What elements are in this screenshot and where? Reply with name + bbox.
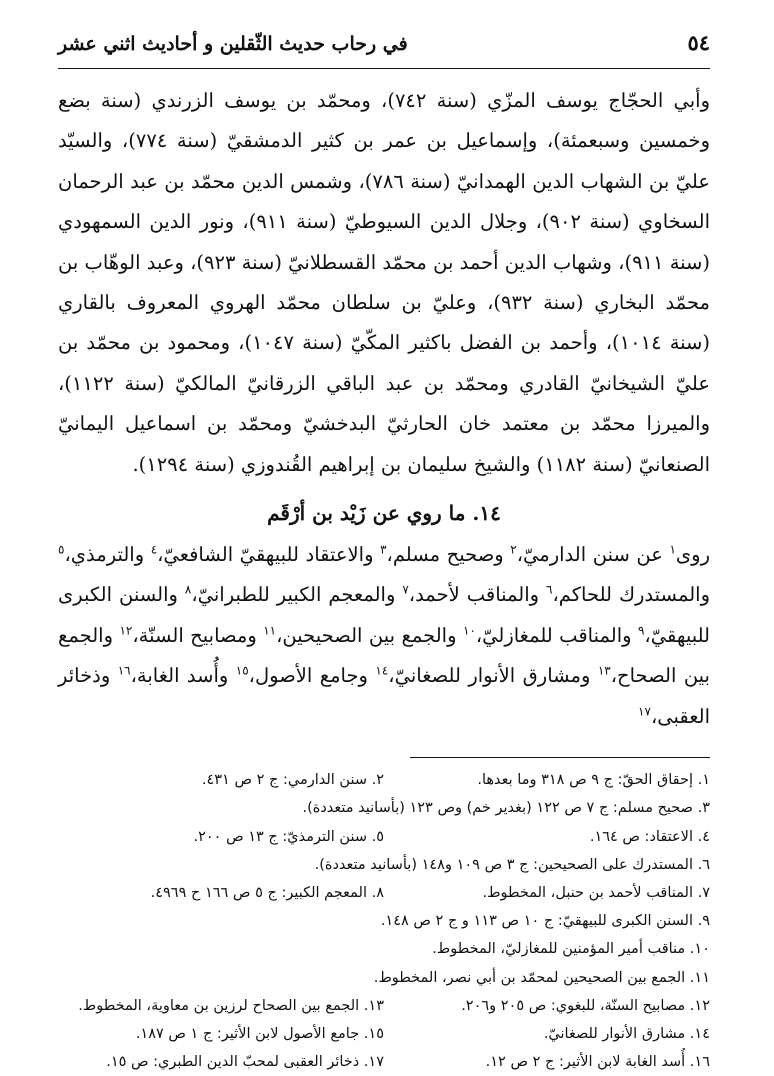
footnote: ١. إحقاق الحقّ: ج ٩ ص ٣١٨ وما بعدها.: [477, 772, 710, 789]
footnote-row: [58, 935, 710, 963]
footnote-ref[interactable]: ١٧: [638, 704, 651, 719]
footnote: ١١. الجمع بين الصحيحين لمحمّد بن أبي نصر، المخطوط.: [373, 969, 710, 986]
footnote-row: [58, 1048, 710, 1076]
citation-text: ومصابيح السنّة،: [132, 623, 264, 647]
footnote-ref[interactable]: ١٤: [375, 663, 389, 678]
footnote: ٤. الاعتقاد: ص ١٦٤.: [589, 828, 710, 845]
footnote: ١٥. جامع الأصول لابن الأثير: ج ١ ص ١٨٧.: [135, 1025, 384, 1042]
footnote-ref[interactable]: ١٦: [117, 663, 131, 678]
footnote-ref[interactable]: ٨: [184, 582, 192, 597]
footnote-ref[interactable]: ١١: [263, 623, 277, 638]
footnote-ref[interactable]: ٥: [58, 542, 65, 557]
footnote-ref[interactable]: ١٢: [119, 623, 133, 638]
footnote-ref[interactable]: ٦: [546, 582, 553, 597]
footnote: ١٧. ذخائر العقبى لمحبّ الدين الطبري: ص ١٥.: [106, 1054, 384, 1071]
footnote-ref[interactable]: ١٥: [235, 663, 249, 678]
section-title: ١٤. ما روي عن زَيْد بن أرْقَم: [267, 501, 501, 526]
citation-text: والمعجم الكبير للطبرانيّ،: [191, 583, 403, 607]
footnotes: [58, 766, 710, 1076]
footnote: ٦. المستدرك على الصحيحين: ج ٣ ص ١٠٩ و١٤٨ (بأسانيد متعددة).: [314, 856, 710, 873]
footnote-row: [58, 794, 710, 822]
footnote-row: [58, 1020, 710, 1048]
citation-text: والمناقب للمغازليّ،: [475, 623, 638, 647]
footnote-row: [58, 907, 710, 935]
citation-text: وذخائر العقبى،: [58, 664, 710, 728]
footnote: ٧. المناقب لأحمد بن حنبل، المخطوط.: [482, 884, 710, 901]
footnote-row: [58, 992, 710, 1020]
footnote: ١٢. مصابيح السنّة، للبغوي: ص ٢٠٥ و٢٠٦.: [461, 997, 710, 1014]
citation-text: والترمذي،: [64, 543, 151, 567]
citation-text: وصحيح مسلم،: [386, 543, 511, 567]
citation-text: ومشارق الأنوار للصغانيّ،: [388, 664, 598, 688]
page-header: [58, 30, 710, 69]
footnote: ١٤. مشارق الأنوار للصغانيّ.: [543, 1025, 710, 1042]
paragraph-with-citations: [58, 535, 710, 737]
footnote: ١٣. الجمع بين الصحاح لرزين بن معاوية، المخطوط.: [78, 997, 384, 1014]
footnote-ref[interactable]: ٤: [150, 542, 158, 557]
footnote: ١٠. مناقب أمير المؤمنين للمغازليّ، المخطوط.: [432, 941, 710, 958]
footnote: ٢. سنن الدارمي: ج ٢ ص ٤٣١.: [201, 772, 384, 789]
footnote-ref[interactable]: ٧: [402, 582, 409, 597]
citation-text: والمستدرك للحاكم،: [552, 583, 710, 607]
paragraph: وأبي الحجّاج يوسف المزّي (سنة ٧٤٢)، ومحمّد بن يوسف الزرندي (سنة بضع وخمسين وسبعمئة)، وإسماعيل بن عمر بن كثير الدمشقيّ (سنة ٧٧٤)، والسيّد عليّ بن الشهاب الدين الهمدانيّ (سنة ٧٨٦)، وشمس الدين محمّد بن عبد الرحمان السخاوي (سنة ٩٠٢)، وجلال الدين السيوطيّ (سنة ٩١١)، ونور الدين السمهودي (سنة ٩١١)، وشهاب الدين أحمد بن محمّد القسطلانيّ (سنة ٩٢٣)، وعبد الوهّاب بن محمّد البخاري (سنة ٩٣٢)، وعليّ بن سلطان محمّد الهروي المعروف بالقاري (سنة ١٠١٤)، وأحمد بن الفضل باكثير المكّيّ (سنة ١٠٤٧)، ومحمود بن محمّد بن عليّ الشيخانيّ القادري ومحمّد بن عبد الباقي الزرقانيّ المالكيّ (سنة ١١٢٢)، والميرزا محمّد بن معتمد خان الحارثيّ البدخشيّ ومحمّد بن اسماعيل اليمانيّ الصنعانيّ (سنة ١١٨٢) والشيخ سليمان بن إبراهيم القُندوزي (سنة ١٢٩٤).: [58, 89, 711, 476]
footnote-divider: [410, 757, 710, 758]
page-number: ٥٤: [687, 30, 710, 55]
citation-text: عن سنن الدارميّ،: [516, 543, 670, 567]
body-text: [58, 81, 710, 737]
footnote-row: [58, 823, 710, 851]
footnote: ٥. سنن الترمذيّ: ج ١٣ ص ٢٠٠.: [193, 828, 384, 845]
footnote-ref[interactable]: ١٣: [597, 663, 611, 678]
footnote-ref[interactable]: ٩: [637, 623, 645, 638]
citation-text: والجمع بين الصحاح،: [58, 623, 710, 688]
footnote-row: [58, 766, 710, 794]
footnote-ref[interactable]: ١٠: [462, 623, 476, 638]
citation-text: والجمع بين الصحيحين،: [276, 623, 463, 647]
footnote: ٨. المعجم الكبير: ج ٥ ص ١٦٦ ح ٤٩٦٩.: [150, 884, 384, 901]
footnote-row: [58, 879, 710, 907]
citation-text: والاعتقاد للبيهقيّ الشافعيّ،: [157, 543, 381, 567]
footnote: ١٦. أُسد الغابة لابن الأثير: ج ٢ ص ١٢.: [485, 1054, 710, 1071]
citation-text: والسنن الكبرى للبيهقيّ،: [58, 583, 710, 647]
footnote-ref[interactable]: ٢: [510, 542, 517, 557]
footnote-ref[interactable]: ١: [669, 542, 676, 557]
running-title: في رحاب حديث الثّقلين و أحاديث اثني عشر: [58, 33, 408, 55]
footnote: ٩. السنن الكبرى للبيهقيّ: ج ١٠ ص ١١٣ و ج ٢ ص ١٤٨.: [380, 913, 710, 930]
citation-text: وجامع الأصول،: [248, 664, 376, 688]
citation-text: روى: [675, 543, 710, 567]
citation-text: وأُسد الغابة،: [130, 664, 236, 688]
citation-text: والمناقب لأحمد،: [408, 583, 547, 607]
footnote-ref[interactable]: ٣: [380, 542, 387, 557]
footnote-row: [58, 964, 710, 992]
footnote: ٣. صحيح مسلم: ج ٧ ص ١٢٢ (بغدير خم) وص ١٢٣ (بأسانيد متعددة).: [302, 800, 710, 817]
footnote-row: [58, 851, 710, 879]
